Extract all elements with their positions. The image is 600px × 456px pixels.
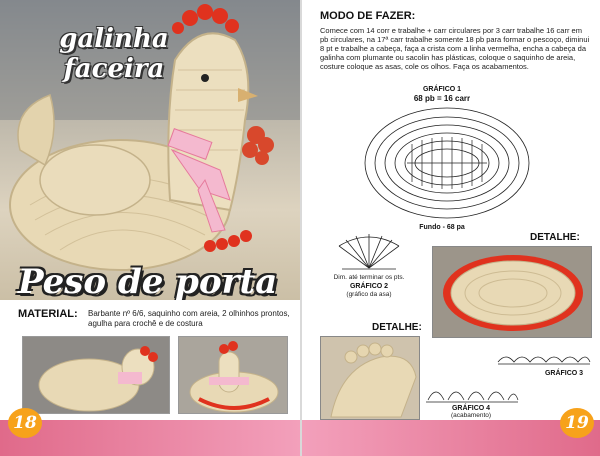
grafico2-chart (334, 232, 404, 272)
material-text: Barbante nº 6/6, saquinho com areia, 2 olhinhos prontos, agulha para crochê e de costura (88, 309, 290, 328)
thumb-photo-hen-side (22, 336, 170, 414)
material-heading: MATERIAL: (18, 308, 78, 320)
grafico4-title: GRÁFICO 4 (451, 405, 491, 412)
right-footer-bar (302, 420, 600, 456)
detail-photo-wing (320, 336, 420, 420)
left-footer-bar (0, 420, 300, 456)
detail-heading-bottom: DETALHE: (372, 322, 422, 333)
grafico1-title: GRÁFICO 1 (422, 86, 462, 93)
grafico1-base: Fundo - 68 pa (419, 224, 465, 231)
grafico3-title: GRÁFICO 3 (544, 370, 584, 377)
right-page (300, 0, 600, 456)
hero-photo (0, 0, 300, 300)
grafico4-sub: (acabamento) (450, 412, 492, 419)
hero-title-line2: faceira (63, 54, 165, 84)
instructions-heading: MODO DE FAZER: (320, 10, 416, 22)
grafico2-note: Dim. até terminar os pts. (333, 274, 405, 281)
page-number-left: 18 (8, 408, 42, 438)
hero-banner: Peso de porta (18, 262, 278, 300)
detail-photo-base (432, 246, 592, 338)
hero-title (44, 24, 184, 84)
page-number-right: 19 (560, 408, 594, 438)
detail-heading-top: DETALHE: (530, 232, 580, 243)
instructions-text: Comece com 14 corr e trabalhe + carr circulares por 3 carr trabalhe 16 carr em pb circulares, na 17ª carr trabalhe somente 18 pb para formar o pescoço, diminui 8 pt e trabalhe a cabeça, faça a crista com a linha vermelha, encha a cabeça da galinha com plumante ou sacolin has plásticas, coloque o saquinho de areia, costure coloque as asas, cole os olhos. Faça os acabamentos. (320, 26, 590, 71)
hero-title-line1: galinha (59, 24, 169, 54)
grafico1-count: 68 pb = 16 carr (413, 94, 471, 103)
grafico3-chart (496, 352, 592, 366)
grafico4-chart (424, 382, 520, 404)
grafico2-sub: (gráfico da asa) (346, 291, 392, 298)
grafico2-title: GRÁFICO 2 (349, 283, 389, 290)
thumb-photo-hen-front (178, 336, 288, 414)
grafico1-chart (362, 104, 532, 222)
